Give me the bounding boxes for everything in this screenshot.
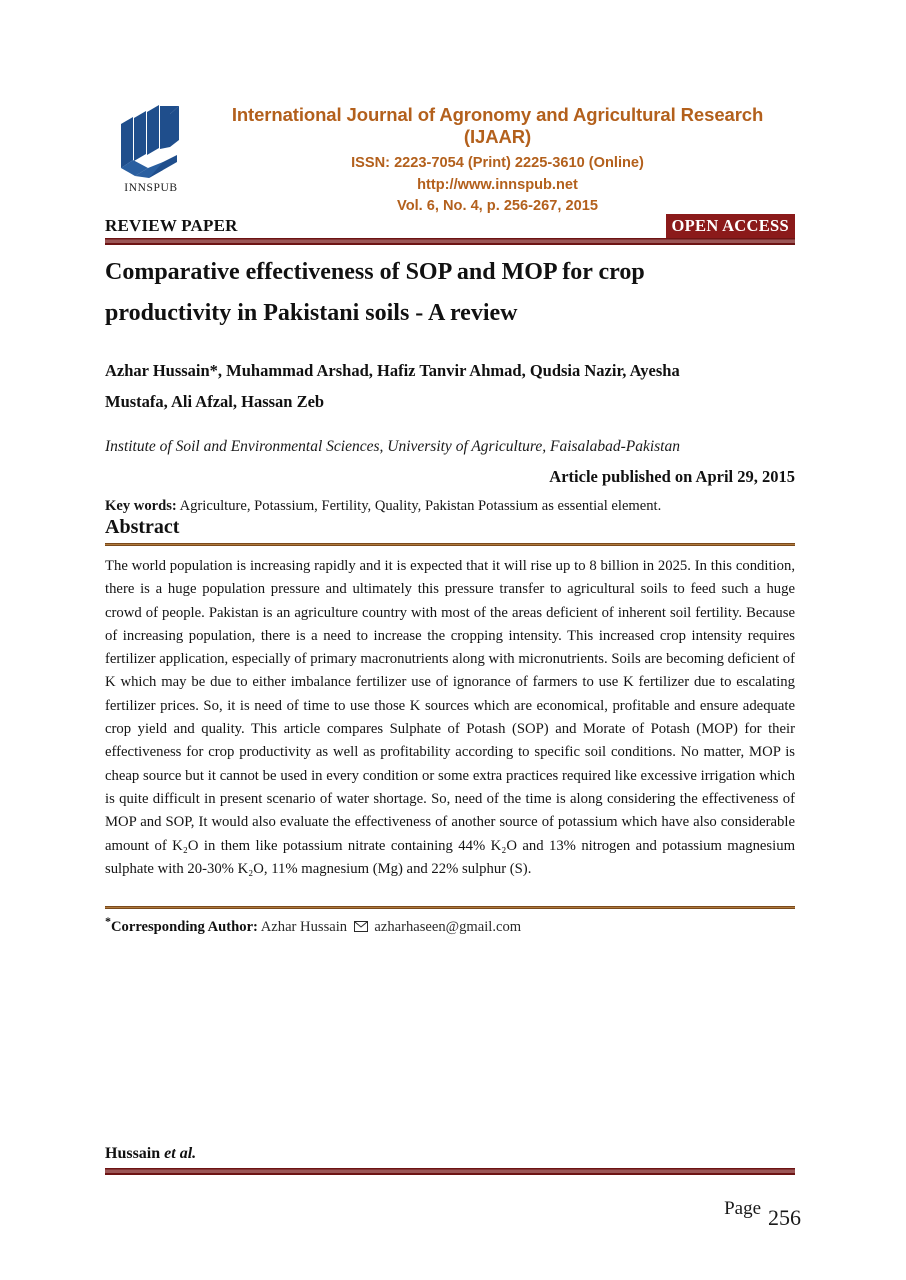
divider-under-abstract-heading	[105, 543, 795, 546]
journal-issn: ISSN: 2223-7054 (Print) 2225-3610 (Online)	[351, 155, 644, 172]
publisher-name: INNSPUB	[124, 182, 178, 194]
article-title-line-2: productivity in Pakistani soils - A review	[105, 300, 518, 326]
running-footer-etal: et al.	[164, 1145, 197, 1162]
article-title	[105, 252, 795, 334]
paper-type-row	[105, 216, 795, 240]
author-list-line-1: Azhar Hussain*, Muhammad Arshad, Hafiz Tanvir Ahmad, Qudsia Nazir, Ayesha	[105, 361, 680, 380]
abstract-text: The world population is increasing rapidly and it is expected that it will rise up to 8 billion in 2025. In this condition, there is a huge population pressure and ultimately this pressure transfer to agricultural soils to feed such a huge crowd of people. Pakistan is an agriculture country with most of the areas deficient of inherent soil fertility. Because of increasing population, there is a need to increase the cropping intensity. This increased crop intensity requires fertilizer application, especially of primary macronutrients along with micronutrients. Soils are becoming deficient of K which may be due to either imbalance fertilizer use of ignorance of farmers to use K fertilizer due to escalating fertilizer prices. So, it is need of time to use those K sources which are economical, profitable and ensure adequate crop yield and quality. This article compares Sulphate of Potash (SOP) and Morate of Potash (MOP) for their effectiveness for crop productivity as well as profitability according to specific soil conditions. No matter, MOP is cheap source but it cannot be used in every condition or some extra practices required like excessive irrigation which is quite difficult in present scenario of water shortage. So, need of the time is along considering the effectiveness of MOP and SOP, It would also evaluate the effectiveness of another source of potassium which have also considerable amount of K₂O in them like potassium nitrate containing 44% K₂O and 13% nitrogen and potassium magnesium sulphate with 20-30% K₂O, 11% magnesium (Mg) and 22% sulphur (S).	[105, 558, 795, 877]
page-number-label: Page	[724, 1198, 761, 1219]
divider-above-corresponding-author	[105, 906, 795, 909]
book-logo-icon	[113, 100, 191, 182]
keywords-label: Key words:	[105, 498, 177, 514]
corresponding-author-asterisk: *	[105, 914, 111, 928]
masthead	[105, 98, 795, 214]
divider-under-paper-type	[105, 238, 795, 245]
journal-website[interactable]: http://www.innspub.net	[417, 176, 578, 193]
open-access-badge: OPEN ACCESS	[666, 214, 795, 238]
abstract-heading: Abstract	[105, 516, 180, 538]
author-list-line-2: Mustafa, Ali Afzal, Hassan Zeb	[105, 392, 325, 411]
running-footer-author-name: Hussain	[105, 1145, 161, 1162]
corresponding-author-name: Azhar Hussain	[260, 918, 348, 935]
corresponding-author-email[interactable]: azharhaseen@gmail.com	[374, 918, 522, 935]
divider-footer	[105, 1168, 795, 1175]
article-title-line-1: Comparative effectiveness of SOP and MOP for crop	[105, 259, 645, 285]
keywords-line	[105, 496, 795, 516]
running-footer-author	[105, 1145, 196, 1163]
paper-type-label: REVIEW PAPER	[105, 216, 238, 235]
author-list	[105, 355, 795, 417]
publisher-logo	[105, 98, 197, 210]
abstract-body	[105, 555, 795, 881]
corresponding-author-label: Corresponding Author:	[111, 918, 258, 935]
envelope-icon	[354, 918, 368, 938]
publication-date: Article published on April 29, 2015	[549, 467, 795, 486]
author-affiliation: Institute of Soil and Environmental Sciences, University of Agriculture, Faisalabad-Pakistan	[105, 438, 680, 455]
page-number-value: 256	[768, 1205, 801, 1230]
keywords-value: Agriculture, Potassium, Fertility, Quality, Pakistan Potassium as essential element.	[179, 498, 662, 514]
page-number	[724, 1198, 801, 1230]
corresponding-author-line	[105, 913, 795, 938]
journal-volume-info: Vol. 6, No. 4, p. 256-267, 2015	[397, 197, 598, 214]
masthead-text	[200, 104, 795, 217]
journal-title: International Journal of Agronomy and Agricultural Research (IJAAR)	[231, 104, 764, 148]
